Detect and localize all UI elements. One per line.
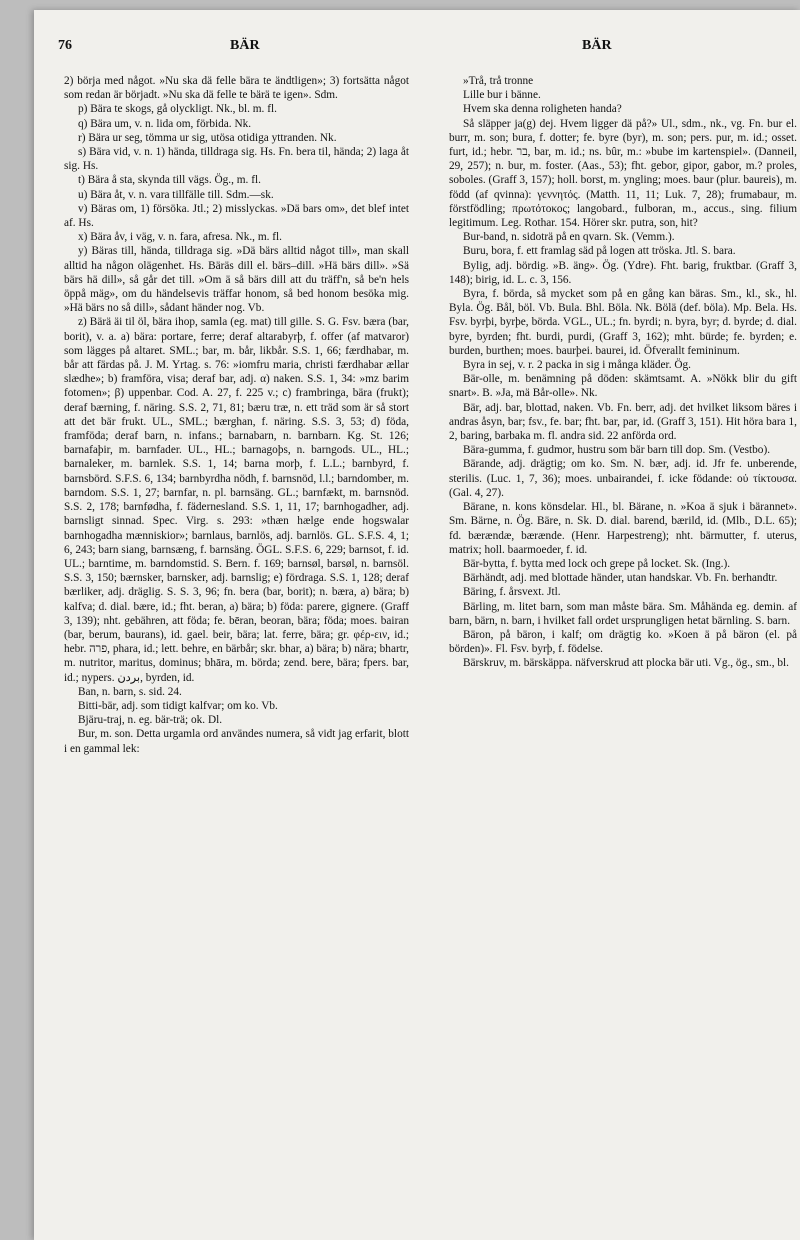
dictionary-entry: Så släpper ja(g) dej. Hvem ligger dä på?» Ul., sdm., nk., vg. Fn. bur el. burr, m. son; bura, f. dotter; fe. byre (byr), m. son; pers. pur, m. id.; osset. furt, id.; hebr. בר, bar, m. id.; ns. bûr, m.: »bube im kartenspiel». (Danneil, 29, 257); n. bur, m. foster. (Aas., 53); fht. gebor, gipor, gabor, m.? proles, soboles. (Graff 3, 157); holl. borst, m. yngling; moes. baur (plur. baureis), m. född (af qvinna): γεννητός. (Matth. 11, 11; Luk. 7, 28); frumabaur, m. förstfödling; πρωτότοκος; langobard., fulboran, m., accus., sing. filium legitimum. Leg. Rothar. 154. Hörer skr. putra, son, hit? [449, 117, 797, 230]
dictionary-entry: r) Bära ur seg, tömma ur sig, utösa otidiga yttranden. Nk. [78, 131, 337, 144]
dictionary-entry: p) Bära te skogs, gå olyckligt. Nk., bl. m. fl. [78, 103, 277, 116]
dictionary-entry: Lille bur i bänne. [463, 89, 541, 102]
dictionary-entry: Bärhändt, adj. med blottade händer, utan handskar. Vb. Fn. berhandtr. [463, 572, 778, 585]
dictionary-entry: Bärskruv, m. bärskäppa. näfverskrud att plocka bär uti. Vg., ög., sm., bl. [463, 657, 789, 670]
dictionary-entry: Bäron, på bäron, i kalf; om drägtig ko. »Koen ä på bäron (el. på börden)». Fl. Fsv. byrþ, f. födelse. [449, 628, 797, 656]
dictionary-entry: Bär, adj. bar, blottad, naken. Vb. Fn. berr, adj. det hvilket liksom bäres i andras åsyn, bar; fsv., fe. bar; fht. bar, par, id. (Graff 3, 151). Hit höra bara 1, 2, baring, barbaka m. fl. andra sid. 22 anförda ord. [449, 401, 797, 443]
dictionary-entry: s) Bära vid, v. n. 1) hända, tilldraga sig. Hs. Fn. bera til, hända; 2) laga åt sig. Hs. [64, 146, 409, 173]
dictionary-entry: Ban, n. barn, s. sid. 24. [78, 685, 182, 698]
right-running-head: BÄR [582, 38, 612, 53]
dictionary-entry: Bur, m. son. Detta urgamla ord användes numera, så vidt jag erfarit, blott i en gammal lek: [64, 728, 409, 755]
dictionary-entry: t) Bära å sta, skynda till vägs. Ög., m. fl. [78, 174, 261, 187]
dictionary-entry: 2) börja med något. »Nu ska dä felle bära te ändtligen»; 3) fortsätta något som redan är börjadt. »Nu ska dä felle te bärä te igen». Sdm. [64, 75, 409, 102]
dictionary-entry: Bärling, m. litet barn, som man måste bära. Sm. Måhända eg. demin. af barn, bärn, n. barn, i hvilket fall ordet ursprungligen hetat bärnling. S. barn. [449, 600, 797, 627]
dictionary-entry: Bära-gumma, f. gudmor, hustru som bär barn till dop. Sm. (Vestbo). [463, 444, 771, 457]
dictionary-entry: Byra, f. börda, så mycket som på en gång kan bäras. Sm., kl., sk., hl. Byla. Ög. Bål, böl. Vb. Bula. Bhl. Böla. Nk. Bölä (def. böla). Mp. Bela. Hs. Fsv. byrþi, byrþe, börda. VGL., UL.; fn. byrdi; n. byra, byr; d. byrde; d. dial. byre, byrden; fht. burdi, purdi, (Graff 3, 162); mht. bürde; fe. byrden; e. burden, burthen; moes. baurþei. baurei, id. Öfverallt femininum. [449, 288, 797, 357]
right-column [449, 74, 797, 1224]
page-number: 76 [58, 38, 72, 53]
left-column [64, 74, 409, 1224]
dictionary-entry: y) Bäras till, hända, tilldraga sig. »Dä bärs alltid något till», man skall alltid ha någon olägenhet. Hs. Bäräs dill el. bärs–dill. »Hä bärs dill». »Sä bärs hä dill», så går det till. »Om ä så bärs dill att du träff'n, så be'n hels öppå mäg», om du händelsevis träffar honom, så bed honom besöka mig. »Hä bärs no så dill», sådant händer nog. Vb. [64, 245, 409, 315]
dictionary-entry: Bärande, adj. drägtig; om ko. Sm. N. bær, adj. id. Jfr fe. unberende, sterilis. (Luc. 1, 7, 36); moes. unbairandei, f. icke födande: οὐ τίκτουσα. (Gal. 4, 27). [449, 458, 797, 499]
dictionary-entry: Hvem ska denna roligheten handa? [463, 103, 622, 116]
dictionary-entry: v) Bäras om, 1) försöka. Jtl.; 2) misslyckas. »Dä bars om», det blef intet af. Hs. [64, 202, 409, 230]
dictionary-entry: Buru, bora, f. ett framlag säd på logen att tröska. Jtl. S. bara. [463, 245, 736, 258]
dictionary-entry: Bärane, n. kons könsdelar. Hl., bl. Bärane, n. »Koa ä sjuk i bärannet». Sm. Bärne, n. Ög. Bäre, n. Sk. D. dial. barend, bærild, id. (Mlb., D.L. 65); fd. bærændæ, bærænde. (Henr. Harpestreng); nht. bärmutter, f. uterus, matrix; holl. baarmoeder, f. id. [449, 501, 797, 556]
dictionary-entry: Bitti-bär, adj. som tidigt kalfvar; om ko. Vb. [78, 699, 278, 712]
dictionary-entry: Bur-band, n. sidoträ på en qvarn. Sk. (Vemm.). [463, 231, 675, 244]
left-running-head: BÄR [230, 38, 260, 53]
dictionary-entry: Bjäru-traj, n. eg. bär-trä; ok. Dl. [78, 714, 223, 727]
dictionary-entry: x) Bära åv, i väg, v. n. fara, afresa. Nk., m. fl. [78, 231, 282, 244]
dictionary-entry: z) Bärä äi til öl, bära ihop, samla (eg. mat) till gille. S. G. Fsv. bæra (bar, borit), v. a. a) bära: portare, ferre; deraf altarabyrþ, f. offer (af matvaror) som lägges på altaret. SML.; bar, m. bår, likbår. S.S. 1, 66; færdhabar, m. bår att färdas på. J. M. Yrtag. s. 76: »iomfru maria, christi færdhabar ællar slædhe»; b) framföra, visa; deraf bar, adj. α) naken. S.S. 1, 34: »mz barim fotomen»; β) uppenbar. Cod. A. 27, f. 225 v.; c) frambringa, bära (frukt); deraf bærning, f. näring. S.S. 2, 71, 81; bæru træ, n. ett träd som är så stort att det bär frukt. UL., SML.; bærghan, f. näring. S.S. 3, 53; d) föda, framföda; deraf barn, n. infans.; barnabarn, n. barnbarn. Kg. St. 126; barnafaþir, m. barnfader. UL., HL.; barnagoþs, n. barngods. UL., HL.; barnaleker, m. barnlek. S.S. 1, 14; barna morþ, f. L.L.; barnbyrd, f. barnsbörd. S.F.S. 6, 134; barnbyrdha nödh, f. barnsnöd, l.l.; barndomber, m. barndom. S.S. 1, 27; barnfar, n. pl. barnsäng. GL.; barnfækt, m. barnsnöd. S.S. 2, 178; barnfødha, f. fädernesland. S.S. 1, 11, 17; barnhogadher, adj. barnsligt sinnad. Spec. Virg. s. 293: »thæn hælge ende hogswalar barnhogadha mænniskior»; barnlaus, barnlös, adj. barnlös. GL. S.F.S. 4, 1; 6, 243; barn siang, barnsæng, f. barnsäng. ÖGL. S.F.S. 6, 229; barnsot, f. id. UL.; barntime, m. barndomstid. S. Bern. f. 169; barnsøl, barsøl, n. barnsöl. S.S. 3, 150; bærnsker, barnsker, adj. barnslig; e) fördraga. S.S. 1, 128; deraf bærliker, adj. dräglig. S. S. 3, 96; fn. bera (bar, borit); n. bæra, a) bära; b) kalfva; d. dial. bære, id.; fht. beran, a) bära; b) föda: parere, gignere. (Graff 3, 139); nht. gebähren, att föda; fe. bēran, beoran, bära; föda; moes. bairan (bar, berum, baurans), id. gael. beir, bära; lat. ferre, bära; gr. φέρ-ειν, id.; hebr. פרה, phara, id.; lett. behre, en bärbår; skr. bhar, a) bära; b) nära; bhartr, m. nutritor, maritus, dominus; bhāra, m. börda; zend. bere, bära; fpers. bar, id.; nypers. بردن, byrden, id. [64, 316, 409, 684]
dictionary-entry: »Trå, trå tronne [463, 75, 534, 87]
dictionary-entry: u) Bära åt, v. n. vara tillfälle till. Sdm.—sk. [78, 188, 274, 201]
dictionary-entry: Bäring, f. årsvext. Jtl. [463, 586, 561, 599]
dictionary-entry: Bär-olle, m. benämning på döden: skämtsamt. A. »Nökk blir du gift snart». B. »Ja, mä Bår-olle». Nk. [449, 373, 797, 400]
dictionary-entry: Bylig, adj. bördig. »B. äng». Ög. (Ydre). Fht. barig, fruktbar. (Graff 3, 148); birig, id. L. c. 3, 156. [449, 259, 797, 286]
dictionary-entry: q) Bära um, v. n. lida om, förbida. Nk. [78, 117, 252, 130]
dictionary-page [34, 10, 800, 1240]
dictionary-entry: Byra in sej, v. r. 2 packa in sig i många kläder. Ög. [463, 359, 691, 372]
dictionary-entry: Bär-bytta, f. bytta med lock och grepe på locket. Sk. (Ing.). [463, 557, 731, 570]
